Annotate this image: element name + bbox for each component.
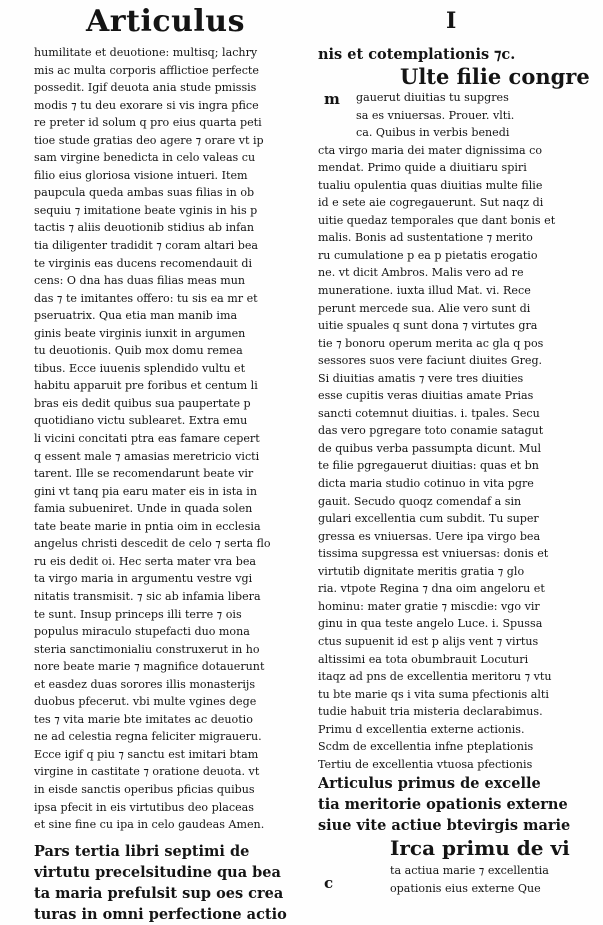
continued-heading-line: nis et cotemplationis ⁊c. [318, 46, 516, 63]
text-line: das vero pgregare toto conamie satagut [318, 424, 544, 438]
text-line: uitie spuales q sunt dona ⁊ virtutes gra [318, 319, 538, 333]
left-text-block [34, 44, 296, 834]
text-line: itaqz ad pns de excellentia meritoru ⁊ vtu [318, 670, 552, 684]
text-line: tudie habuit tria misteria declarabimus. [318, 705, 543, 719]
article-one-heading [318, 773, 580, 836]
text-line: ca. Quibus in verbis benedi [356, 126, 510, 140]
text-line: nore beate marie ⁊ magnifice dotauerunt [34, 660, 265, 674]
text-line: filio eius gloriosa visione intueri. Item [34, 168, 248, 182]
text-line: Ecce igif q piu ⁊ sanctu est imitari btam [34, 747, 259, 761]
text-line: in eisde sanctis operibus pficias quibus [34, 782, 255, 796]
text-line: angelus christi descedit de celo ⁊ serta flo [34, 537, 271, 551]
right-text-block [318, 89, 580, 773]
text-line: sequiu ⁊ imitatione beate vginis in his p [34, 203, 258, 217]
text-line: gulari excellentia cum subdit. Tu super [318, 512, 539, 526]
text-line: ne. vt dicit Ambros. Malis vero ad re [318, 266, 524, 280]
text-line: ctus supuenit id est p alijs vent ⁊ virtus [318, 634, 539, 648]
text-line: modis ⁊ tu deu exorare si vis ingra pfice [34, 98, 259, 112]
text-line: esse cupitis veras diuitias amate Prias [318, 389, 534, 403]
heading-line: Pars tertia libri septimi de [34, 842, 250, 860]
right-column [318, 44, 590, 897]
text-line: nitatis transmisit. ⁊ sic ab infamia libera [34, 589, 261, 603]
text-line: et sine fine cu ipa in celo gaudeas Amen. [34, 818, 265, 832]
text-line: Primu d excellentia externe actionis. [318, 722, 525, 736]
text-line: gini vt tanq pia earu mater eis in ista in [34, 484, 257, 498]
text-line: tie ⁊ bonoru operum merita ac gla q pos [318, 336, 544, 350]
text-line: populus miraculo stupefacti duo mona [34, 625, 250, 639]
part-three-heading [34, 841, 296, 925]
capital-opening-line: Irca primu de vi [390, 836, 570, 861]
text-line: malis. Bonis ad sustentatione ⁊ merito [318, 231, 533, 245]
text-line: tissima supgressa est vniuersas: donis et [318, 547, 549, 561]
text-line: bras eis dedit quibus sua paupertate p [34, 396, 251, 410]
text-line: tia diligenter tradidit ⁊ coram altari bea [34, 239, 259, 253]
text-line: opationis eius externe Que [390, 881, 541, 895]
side-letter: c [324, 874, 334, 893]
text-line: perunt mercede sua. Alie vero sunt di [318, 301, 531, 315]
text-line: hominu: mater gratie ⁊ miscdie: vgo vir [318, 599, 540, 613]
text-line: Tertiu de excellentia vtuosa pfectionis [318, 757, 533, 771]
text-line: li vicini concitati ptra eas famare cepert [34, 432, 260, 446]
text-line: ria. vtpote Regina ⁊ dna oim angeloru et [318, 582, 545, 596]
heading-line: ta maria prefulsit sup oes crea [34, 884, 284, 902]
text-line: mendat. Primo quide a diuitiaru spiri [318, 161, 527, 175]
text-line: ginu in qua teste angelo Luce. i. Spussa [318, 617, 543, 631]
text-line: cta virgo maria dei mater dignissima co [318, 143, 543, 157]
text-line: Scdm de excellentia infne pteplationis [318, 740, 534, 754]
text-line: uitie quedaz temporales que dant bonis et [318, 213, 556, 227]
text-line: mis ac multa corporis afflictioe perfecte [34, 63, 259, 77]
text-line: cens: O dna has duas filias meas mun [34, 274, 246, 288]
heading-line: virtutu precelsitudine qua bea [34, 863, 281, 881]
text-line: ne ad celestia regna feliciter migraueru. [34, 730, 262, 744]
text-line: te virginis eas ducens recomendauit di [34, 256, 253, 270]
text-line: ipsa pfecit in eis virtutibus deo placeas [34, 800, 254, 814]
text-line: tactis ⁊ aliis deuotionib stidius ab infan [34, 221, 255, 235]
text-line: pseruatrix. Qua etia man manib ima [34, 309, 238, 323]
text-line: sam virgine benedicta in celo valeas cu [34, 151, 256, 165]
text-line: das ⁊ te imitantes offero: tu sis ea mr et [34, 291, 258, 305]
text-line: virgine in castitate ⁊ oratione deuota. vt [34, 765, 260, 779]
text-line: et easdez duas sorores illis monasterijs [34, 677, 256, 691]
text-line: humilitate et deuotione: multisq; lachry [34, 46, 258, 59]
text-line: steria sanctimonialiu construxerut in ho [34, 642, 260, 656]
text-line: tate beate marie in pntia oim in ecclesia [34, 519, 261, 533]
text-line: sa es vniuersas. Prouer. vlti. [356, 108, 515, 122]
text-line: tioe stude gratias deo agere ⁊ orare vt ip [34, 133, 264, 147]
text-line: gauit. Secudo quoqz comendaf a sin [318, 494, 522, 508]
text-line: re preter id solum q pro eius quarta peti [34, 116, 262, 130]
text-line: ru eis dedit oi. Hec serta mater vra bea [34, 554, 257, 568]
text-line: ginis beate virginis iunxit in argumen [34, 326, 246, 340]
final-text-block [318, 862, 580, 897]
text-line: ta virgo maria in argumentu vestre vgi [34, 572, 253, 586]
text-line: duobus pfecerut. vbi multe vgines dege [34, 695, 257, 709]
text-line: altissimi ea tota obumbrauit Locuturi [318, 652, 529, 666]
text-line: sessores suos vere faciunt diuites Greg. [318, 354, 543, 368]
text-line: tibus. Ecce iuuenis splendido vultu et [34, 361, 246, 375]
intro-display-line: Ulte filie congre [400, 64, 590, 89]
text-line: dicta maria studio cotinuo in vita pgre [318, 477, 534, 491]
initial-block [318, 89, 580, 773]
folio-number: I [446, 8, 457, 34]
text-line: gauerut diuitias tu supgres [356, 91, 509, 104]
second-initial-block [318, 836, 580, 897]
text-line: muneratione. iuxta illud Mat. vi. Rece [318, 284, 531, 298]
text-line: possedit. Igif deuota ania stude pmissis [34, 81, 257, 95]
heading-line: siue vite actiue btevirgis marie [318, 817, 571, 835]
text-line: tualiu opulentia quas diuitias multe filie [318, 178, 543, 192]
text-line: paupcula queda ambas suas filias in ob [34, 186, 255, 200]
initial-letter: m [324, 90, 340, 108]
text-line: te filie pgregauerut diuitias: quas et bn [318, 459, 539, 473]
text-line: te sunt. Insup princeps illi terre ⁊ ois [34, 607, 242, 621]
text-line: ta actiua marie ⁊ excellentia [390, 864, 549, 878]
text-line: gressa es vniuersas. Uere ipa virgo bea [318, 529, 541, 543]
text-line: q essent male ⁊ amasias meretricio victi [34, 449, 260, 463]
running-head-title: Articulus [86, 4, 246, 39]
text-line: sancti cotemnut diuitias. i. tpales. Secu [318, 406, 540, 420]
text-line: quotidiano victu sublearet. Extra emu [34, 414, 248, 428]
text-line: tes ⁊ vita marie bte imitates ac deuotio [34, 712, 253, 726]
text-line: Si diuitias amatis ⁊ vere tres diuities [318, 371, 524, 385]
text-line: virtutib dignitate meritis gratia ⁊ glo [318, 564, 525, 578]
text-line: id e sete aie cogregauerunt. Sut naqz di [318, 196, 544, 210]
left-column [34, 44, 296, 925]
text-line: tarent. Ille se recomendarunt beate vir [34, 467, 254, 481]
text-line: famia subueniret. Unde in quada solen [34, 502, 253, 516]
heading-line: turas in omni perfectione actio [34, 905, 287, 923]
text-line: de quibus verba passumpta dicunt. Mul [318, 441, 542, 455]
text-line: ru cumulatione p ea p pietatis erogatio [318, 248, 538, 262]
text-line: habitu apparuit pre foribus et centum li [34, 379, 258, 393]
text-line: tu bte marie qs i vita suma pfectionis alti [318, 687, 549, 701]
heading-line: Articulus primus de excelle [318, 775, 541, 793]
text-line: tu deuotionis. Quib mox domu remea [34, 344, 243, 358]
heading-line: tia meritorie opationis externe [318, 796, 568, 814]
